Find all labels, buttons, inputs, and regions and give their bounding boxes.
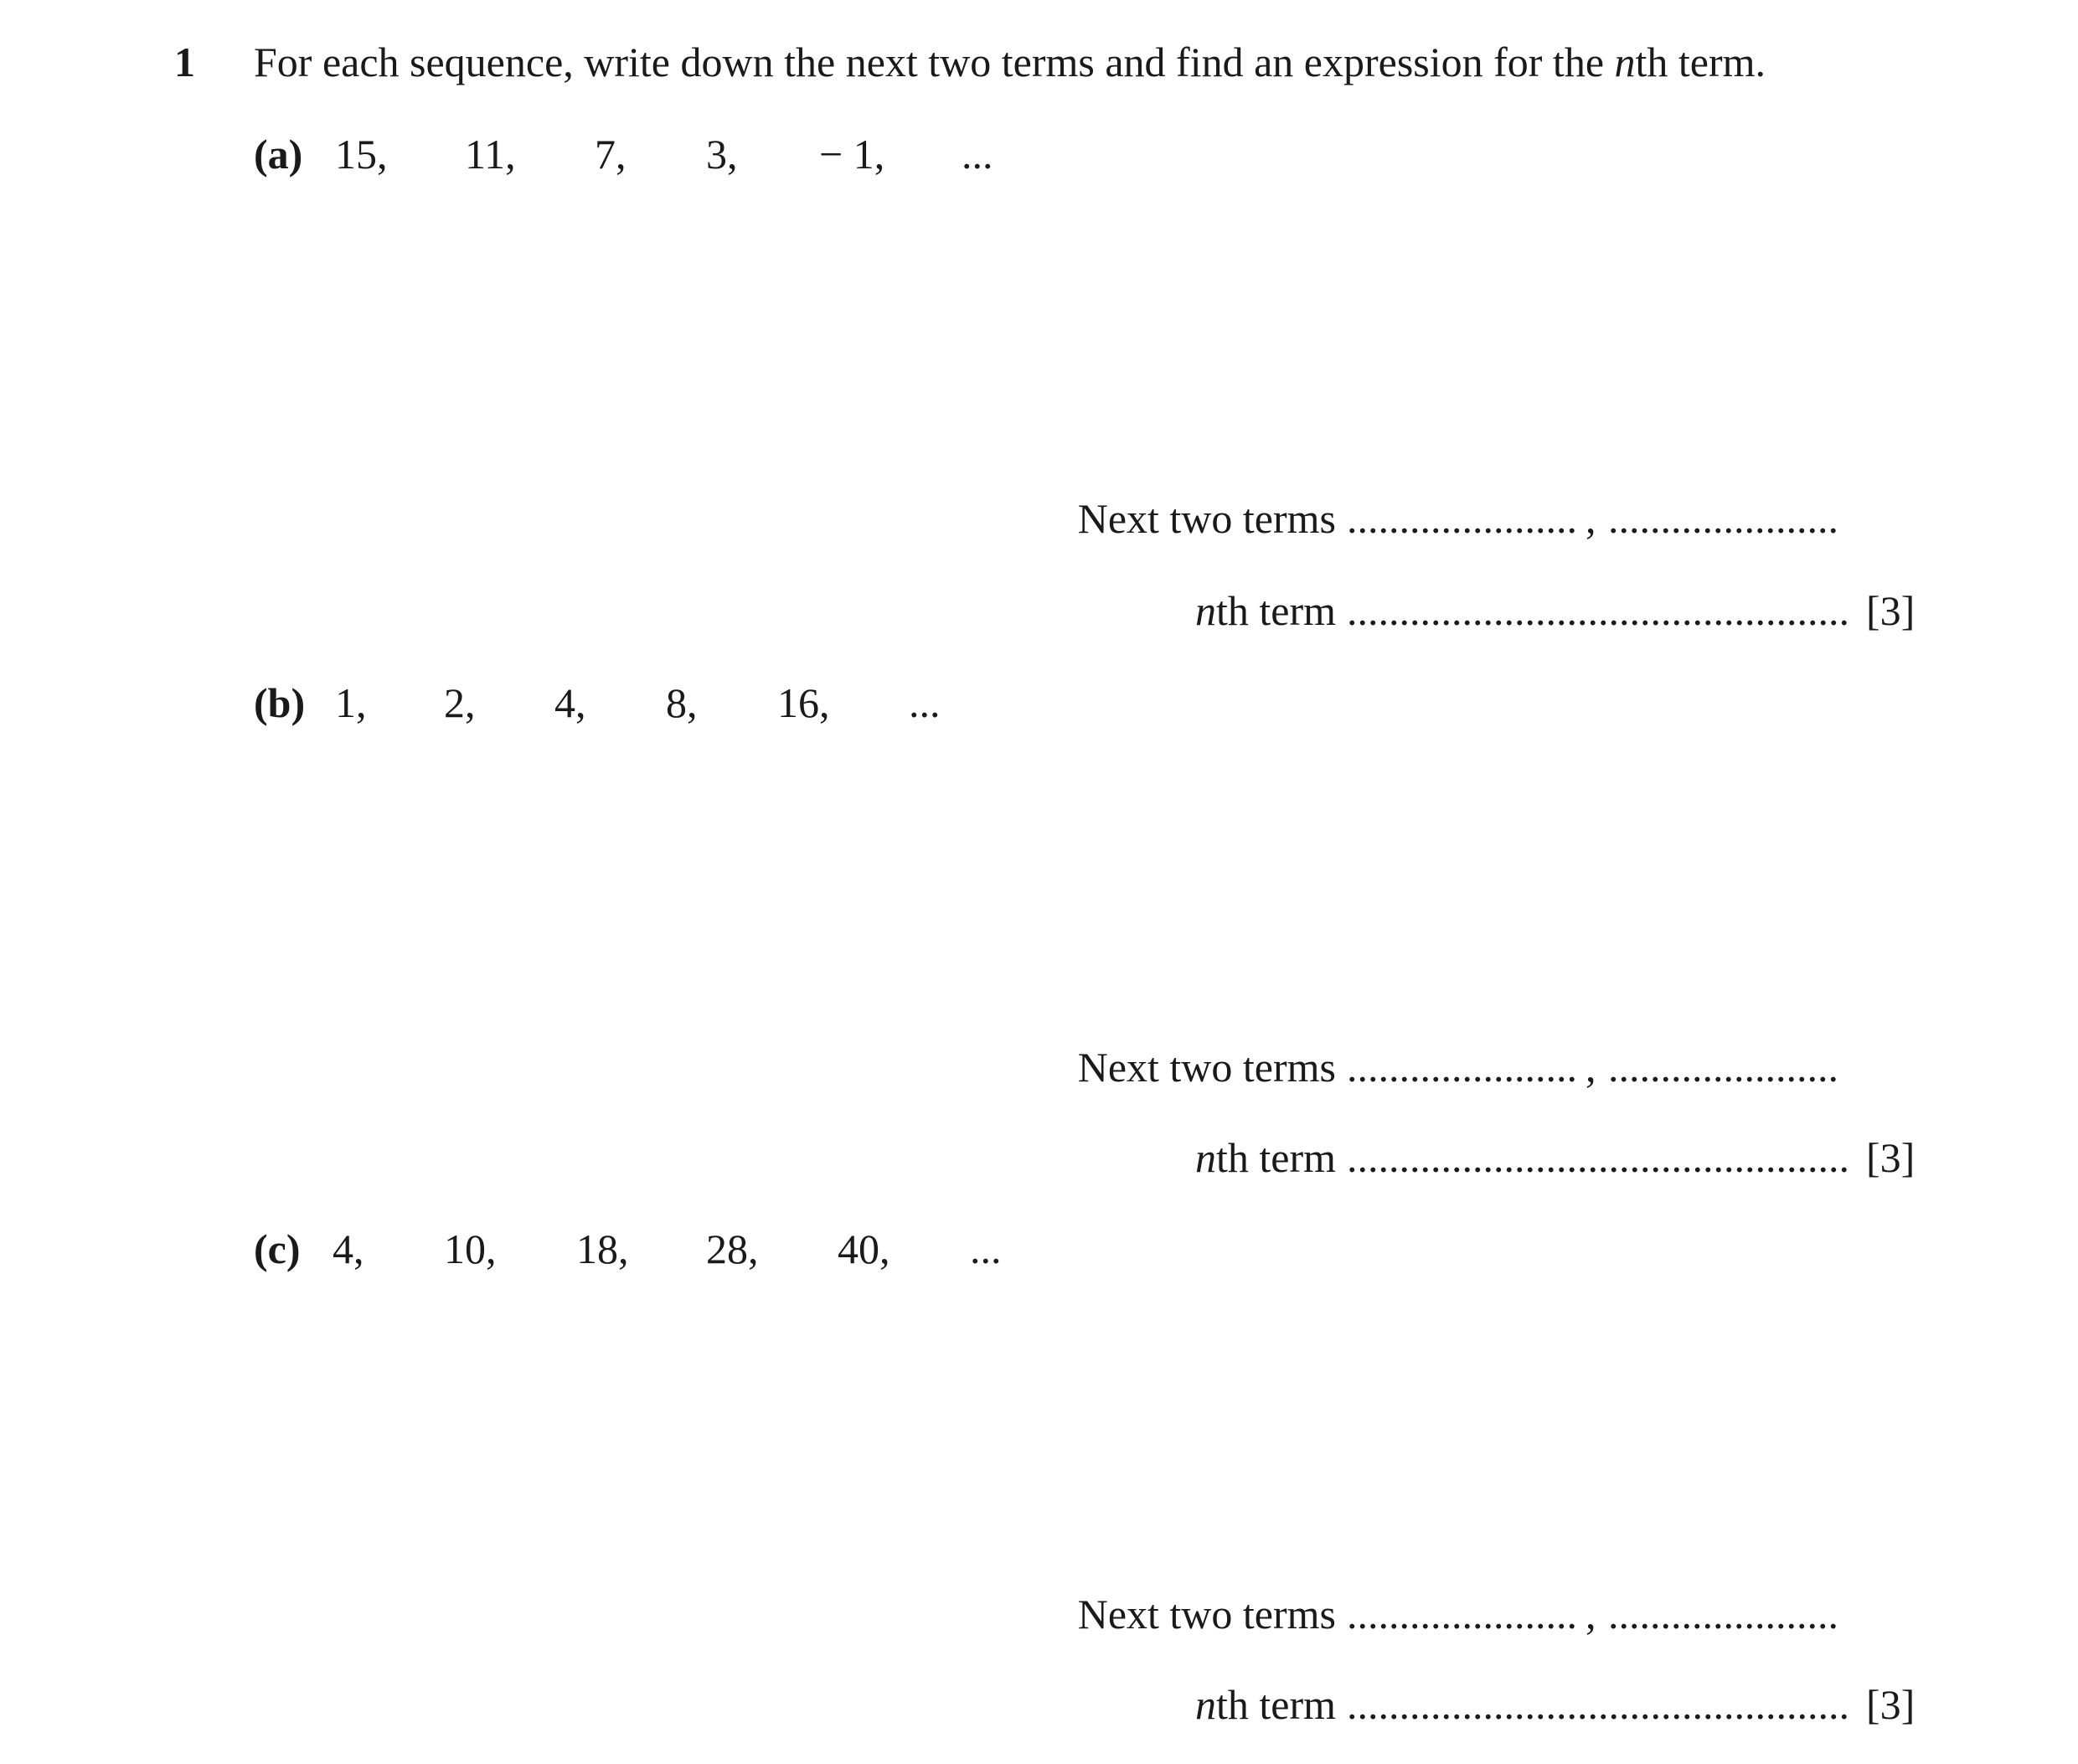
- nth-term-label: [1001, 1133, 1336, 1182]
- sequence-term: 28,: [706, 1225, 759, 1272]
- sequence-term: 4,: [554, 679, 586, 726]
- answer-blank-nth-term[interactable]: ................................................: [1347, 587, 1849, 634]
- answer-separator: ,: [1586, 495, 1596, 542]
- sequence-term: ...: [970, 1225, 1002, 1272]
- stem-text-after: th term.: [1635, 39, 1766, 85]
- answer-separator: ,: [1586, 1591, 1596, 1638]
- question-number: 1: [174, 39, 195, 85]
- sequence-term: − 1,: [819, 131, 885, 178]
- nth-label-rest: th term: [1215, 1681, 1336, 1728]
- nth-n-italic: n: [1194, 1134, 1216, 1181]
- answer-blank-next-term-2[interactable]: ......................: [1608, 1591, 1838, 1638]
- sequence-term: 10,: [444, 1225, 497, 1272]
- sequence-term: 40,: [838, 1225, 890, 1272]
- marks-label: [3]: [1866, 1134, 1916, 1181]
- answer-blank-nth-term[interactable]: ................................................: [1347, 1681, 1849, 1728]
- nth-label-rest: th term: [1215, 587, 1336, 634]
- part-label: (b): [254, 679, 306, 726]
- sequence-term: 18,: [576, 1225, 629, 1272]
- nth-term-label: [1001, 1680, 1336, 1729]
- next-two-terms-label: Next two terms: [1077, 1591, 1336, 1638]
- marks-label: [3]: [1866, 587, 1916, 634]
- sequence-term: ...: [909, 679, 941, 726]
- stem-n-italic: n: [1614, 39, 1636, 85]
- answer-separator: ,: [1586, 1044, 1596, 1091]
- marks-label: [3]: [1866, 1681, 1916, 1728]
- answer-blank-next-term-2[interactable]: ......................: [1608, 495, 1838, 542]
- answer-blank-next-term-1[interactable]: ......................: [1347, 495, 1577, 542]
- sequence-term: 16,: [777, 679, 830, 726]
- answer-blank-next-term-1[interactable]: ......................: [1347, 1591, 1577, 1638]
- question-stem: [254, 38, 1766, 86]
- next-two-terms-label: Next two terms: [1077, 1044, 1336, 1091]
- nth-term-label: [1001, 586, 1336, 635]
- sequence-term: 4,: [333, 1225, 364, 1272]
- answer-blank-nth-term[interactable]: ................................................: [1347, 1134, 1849, 1181]
- sequence-term: ...: [962, 131, 993, 178]
- sequence-term: 7,: [595, 131, 626, 178]
- sequence-term: 11,: [465, 131, 516, 178]
- stem-text-before: For each sequence, write down the next two terms and find an expression for the: [254, 39, 1615, 85]
- part-label: (a): [254, 131, 303, 178]
- nth-n-italic: n: [1194, 1681, 1216, 1728]
- sequence-term: 15,: [335, 131, 388, 178]
- sequence-term: 1,: [335, 679, 367, 726]
- nth-n-italic: n: [1194, 587, 1216, 634]
- next-two-terms-label: Next two terms: [1077, 495, 1336, 542]
- sequence-term: 2,: [444, 679, 476, 726]
- part-label: (c): [254, 1225, 301, 1272]
- nth-label-rest: th term: [1215, 1134, 1336, 1181]
- sequence-term: 3,: [706, 131, 738, 178]
- answer-blank-next-term-2[interactable]: ......................: [1608, 1044, 1838, 1091]
- sequence-term: 8,: [666, 679, 698, 726]
- answer-blank-next-term-1[interactable]: ......................: [1347, 1044, 1577, 1091]
